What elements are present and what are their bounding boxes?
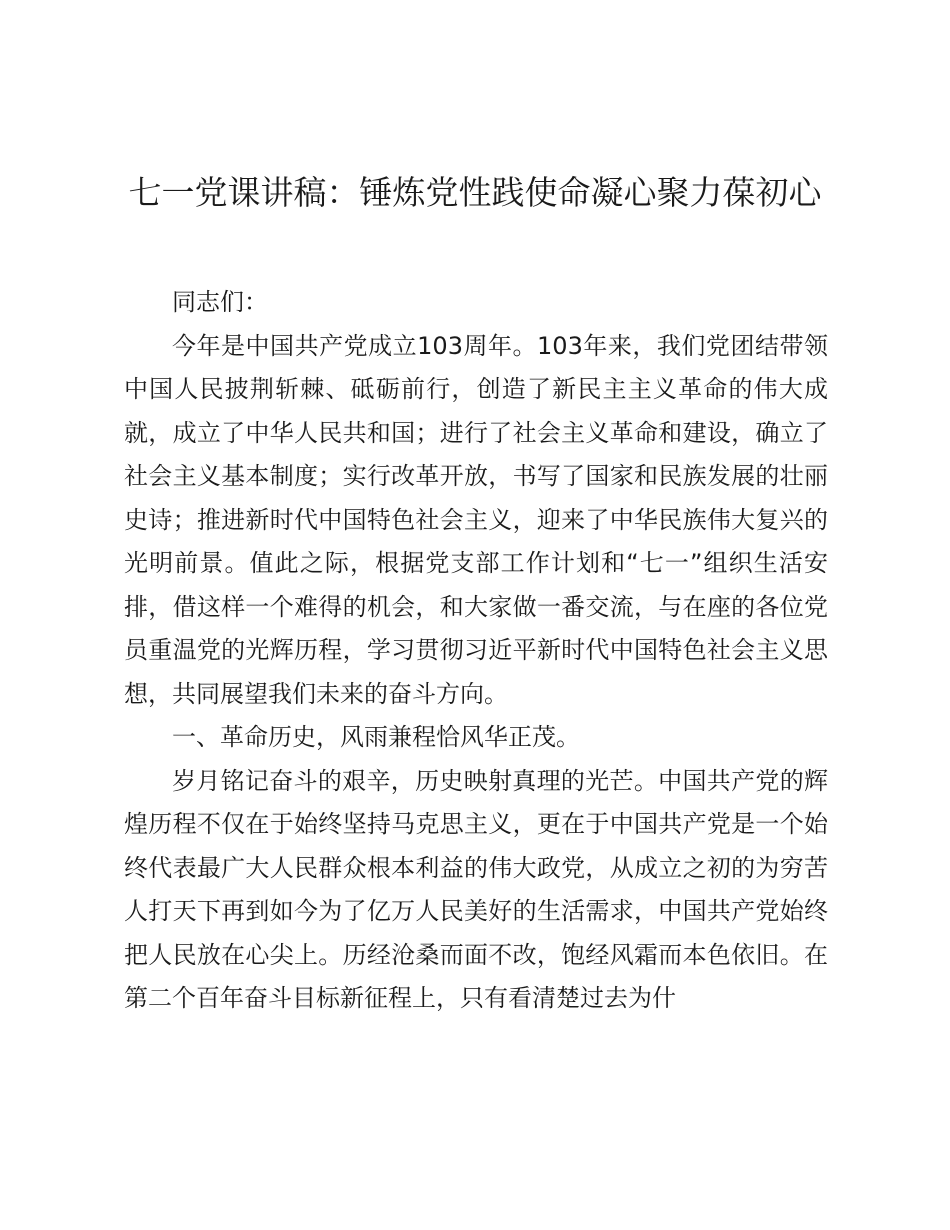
paragraph-intro: 今年是中国共产党成立103周年。103年来，我们党团结带领中国人民披荆斩棘、砥砺前行，创造了新民主主义革命的伟大成就，成立了中华人民共和国；进行了社会主义革命和建设，确立了社会主义基本制度；实行改革开放，书写了国家和民族发展的壮丽史诗；推进新时代中国特色社会主义，迎来了中华民族伟大复兴的光明前景。值此之际，根据党支部工作计划和“七一”组织生活安排，借这样一个难得的机会，和大家做一番交流，与在座的各位党员重温党的光辉历程，学习贯彻习近平新时代中国特色社会主义思想，共同展望我们未来的奋斗方向。 (124, 331, 828, 708)
salutation: 同志们： (172, 288, 268, 316)
paragraph-history: 岁月铭记奋斗的艰辛，历史映射真理的光芒。中国共产党的辉煌历程不仅在于始终坚持马克思主义，更在于中国共产党是一个始终代表最广大人民群众根本利益的伟大政党，从成立之初的为穷苦人打天下再到如今为了亿万人民美好的生活需求，中国共产党始终把人民放在心尖上。历经沧桑而面不改，饱经风霜而本色依旧。在第二个百年奋斗目标新征程上，只有看清楚过去为什 (124, 766, 828, 1012)
document-body (124, 281, 828, 1021)
section-heading: 一、革命历史，风雨兼程恰风华正茂。 (172, 723, 580, 751)
document-title: 七一党课讲稿：锤炼党性践使命凝心聚力葆初心 (128, 173, 822, 212)
